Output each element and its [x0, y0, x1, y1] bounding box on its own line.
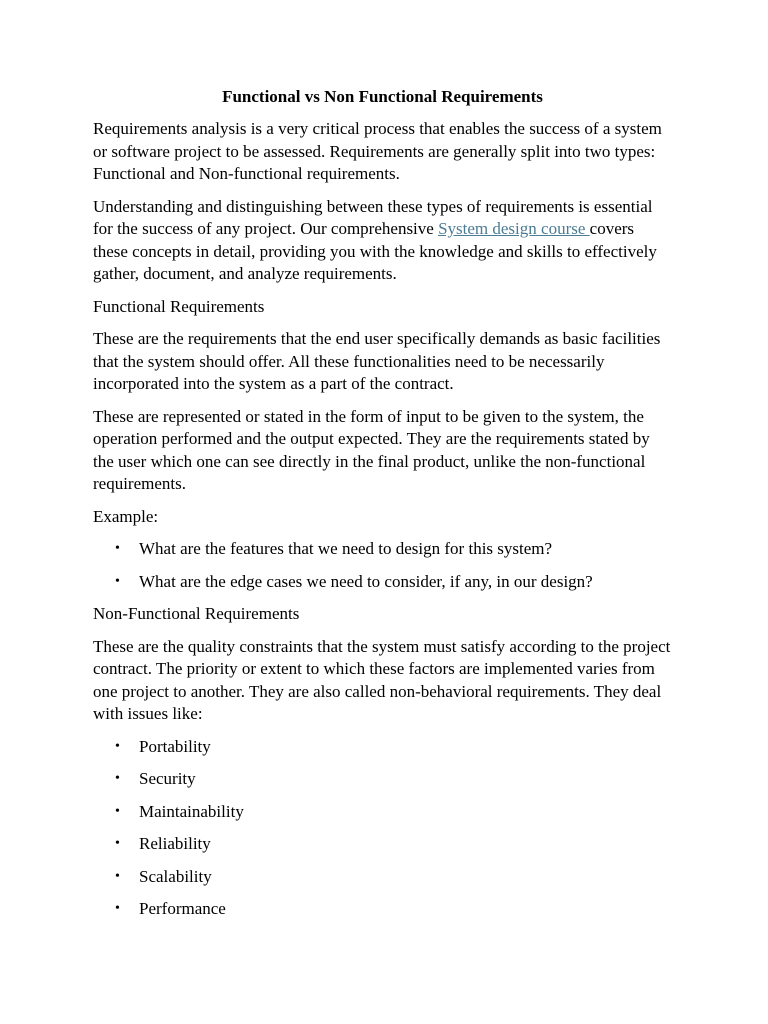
bullet-icon: • — [115, 836, 120, 851]
list-item — [93, 768, 672, 791]
list-item — [93, 801, 672, 824]
intro-paragraph: Requirements analysis is a very critical process that enables the success of a system or software project to be assessed. Requirements are generally split into two types: Functional and Non-functional requirements. — [93, 119, 662, 183]
example-label: Example: — [93, 506, 159, 526]
list-item-text: Reliability — [139, 834, 211, 853]
functional-paragraph-1: These are the requirements that the end user specifically demands as basic facilities that the system should offer. All these functionalities need to be necessarily incorporated into the system as a part of the contract. — [93, 329, 661, 393]
understanding-paragraph — [93, 196, 672, 286]
non-functional-requirements-heading: Non-Functional Requirements — [93, 604, 300, 623]
bullet-icon: • — [115, 573, 120, 589]
list-item-text: What are the features that we need to design for this system? — [139, 539, 553, 558]
list-item-text: What are the edge cases we need to consider, if any, in our design? — [139, 571, 593, 591]
bullet-icon: • — [115, 738, 120, 754]
bullet-icon: • — [115, 901, 120, 916]
list-item-text: Security — [139, 769, 196, 788]
list-item-text: Portability — [139, 736, 211, 756]
list-item-text: Scalability — [139, 866, 212, 886]
bullet-icon: • — [115, 771, 120, 786]
functional-paragraph-2: These are represented or stated in the form of input to be given to the system, the operation performed and the output expected. They are the requirements stated by the user which one can see directly in the final product, unlike the non-functional requirements. — [93, 406, 650, 493]
understanding-text-after: covers these concepts in detail, providing you with the knowledge and skills to effectively gather, document, and analyze requirements. — [93, 219, 657, 283]
list-item — [93, 898, 672, 921]
list-item-text: Performance — [139, 899, 226, 918]
bullet-icon: • — [115, 803, 120, 819]
example-list — [93, 538, 672, 593]
quality-attributes-list — [93, 736, 672, 921]
list-item — [93, 833, 672, 856]
bullet-icon: • — [115, 541, 120, 556]
list-item — [93, 866, 672, 889]
list-item — [93, 736, 672, 759]
bullet-icon: • — [115, 868, 120, 884]
functional-requirements-heading: Functional Requirements — [93, 296, 265, 316]
list-item-text: Maintainability — [139, 801, 244, 821]
system-design-course-link[interactable]: System design course — [438, 219, 590, 238]
list-item — [93, 538, 672, 561]
non-functional-paragraph: These are the quality constraints that the system must satisfy according to the project contract. The priority or extent to which these factors are implemented varies from one project to another. They are also called non-behavioral requirements. They deal with issues like: — [93, 636, 671, 723]
document-title: Functional vs Non Functional Requirements — [222, 87, 543, 106]
list-item — [93, 571, 672, 594]
understanding-text-before: Understanding and distinguishing between these types of requirements is essential for the success of any project. Our comprehensive — [93, 196, 653, 238]
